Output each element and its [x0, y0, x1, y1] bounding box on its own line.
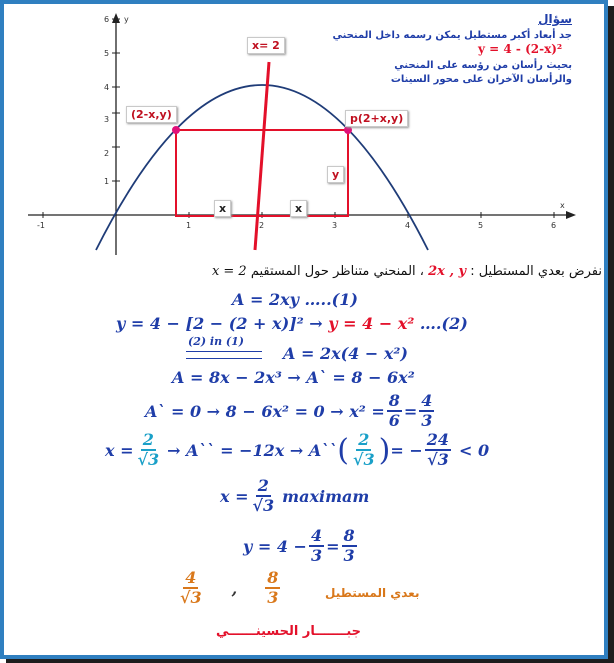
question-line2: بحيث رأسان من رؤسه على المنحني: [394, 60, 572, 71]
eq-area-substituted: A = 2x(4 − x²): [283, 344, 408, 363]
width-left-label: x: [214, 200, 231, 217]
right-vertex-label: p(2+x,y): [345, 110, 408, 127]
answer-label: بعدي المستطيل: [325, 586, 420, 600]
x-tick-label: 6: [551, 221, 557, 230]
y-tick-label: 6: [104, 15, 110, 24]
x-tick-label: 1: [186, 221, 192, 230]
question-heading: سؤال: [538, 12, 572, 26]
height-label: y: [327, 166, 344, 183]
author-signature: جبـــــــار الحسينــــــي: [216, 624, 362, 639]
eq-area: A = 2xy …..(1): [232, 290, 358, 309]
eq-second-derivative: x = $\frac{2}{√3}$ → A`` = −12x → A`` ( $\frac{2}{√3}$ ) = − $\frac{24}{√3}$ < 0: [105, 430, 490, 469]
y-tick-label: 2: [104, 149, 110, 158]
y-tick-label: 5: [104, 49, 110, 58]
left-vertex-label: (2-x,y): [126, 106, 177, 123]
eq-critical: A` = 0 → 8 − 6x² = 0 → x² = $\frac{8}{6}$ = $\frac{4}{3}$: [145, 391, 433, 430]
answer-dimensions: $\frac{4}{√3}$ , $\frac{8}{3}$: [180, 568, 279, 607]
implies-arrow: [186, 351, 262, 359]
assumption-line: نفرض بعدي المستطيل : 2x , y ، المنحني متناظر حول المستقيم x = 2: [211, 264, 602, 279]
y-axis-label: y: [124, 15, 129, 24]
y-tick-label: 1: [104, 177, 110, 186]
x-axis-label: x: [560, 201, 565, 210]
x-tick-label: 5: [478, 221, 484, 230]
y-tick-label: 3: [104, 115, 110, 124]
question-line3: والرأسان الآخران على محور السينات: [390, 74, 572, 85]
eq-maximum: x = $\frac{2}{√3}$ maximam: [220, 476, 370, 515]
x-tick-label: 2: [259, 221, 265, 230]
x-tick-label: 4: [405, 221, 411, 230]
y-tick-label: 4: [104, 83, 110, 92]
width-right-label: x: [290, 200, 307, 217]
eq-curve: y = 4 − [2 − (2 + x)]² → y = 4 − x² ….(2): [116, 314, 468, 333]
eq-height: y = 4 − $\frac{4}{3}$ = $\frac{8}{3}$: [243, 526, 355, 565]
x-tick-label: -1: [37, 221, 45, 230]
x-tick-label: 3: [332, 221, 338, 230]
eq-derivative: A = 8x − 2x³ → A` = 8 − 6x²: [172, 368, 415, 387]
question-equation: y = 4 - (2-x)²: [478, 42, 563, 56]
substitution-note: (2) in (1): [188, 335, 244, 348]
line-x2-label: x= 2: [247, 37, 285, 54]
question-line1: جد أبعاد أكبر مستطيل يمكن رسمه داخل المنحني: [332, 30, 572, 41]
